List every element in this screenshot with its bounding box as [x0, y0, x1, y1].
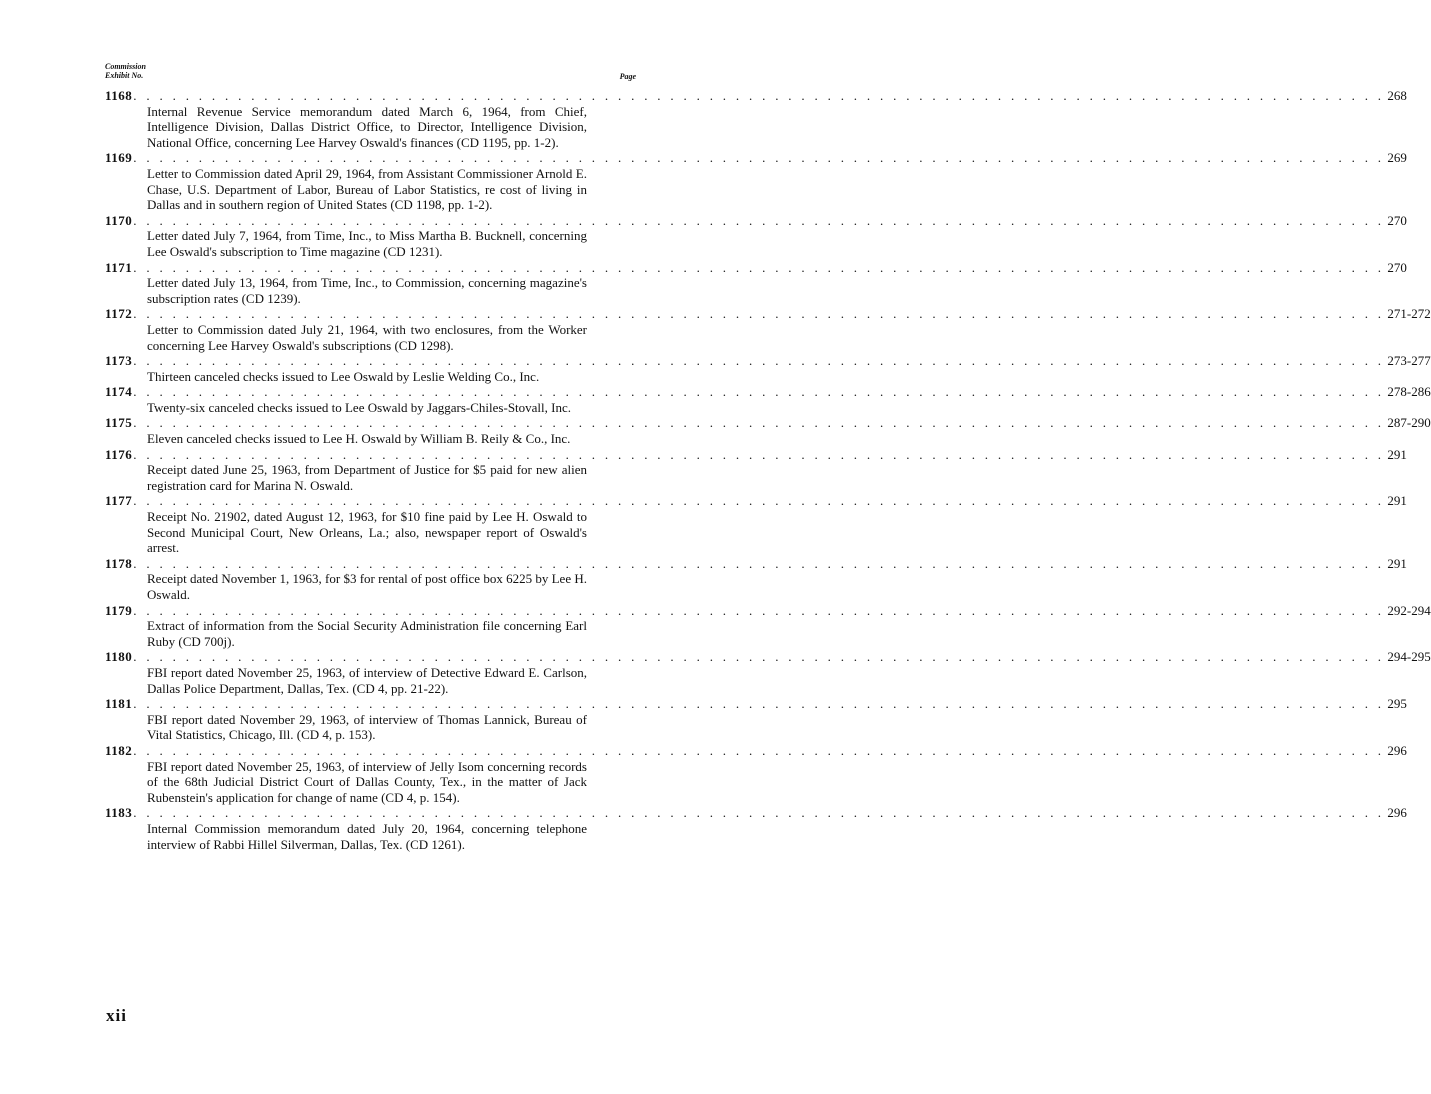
exhibit-no-label: Exhibit No.: [105, 71, 144, 80]
dot-leader: . . . . . . . . . . . . . . . . . . . . . . . . . . . . . . . . . . . . . . . . . . . . . . . . . . . . . . . . . . . . . . . . . . . . . . . . . . . . . . . . . . . . . . . . . . . . . . . .: [133, 212, 1385, 228]
exhibit-entry-head: [105, 649, 1431, 665]
exhibit-number: 1172: [105, 306, 133, 322]
exhibit-entry: [105, 493, 1407, 556]
page-label: Page: [619, 72, 636, 81]
dot-leader: . . . . . . . . . . . . . . . . . . . . . . . . . . . . . . . . . . . . . . . . . . . . . . . . . . . . . . . . . . . . . . . . . . . . . . . . . . . . . . . . . . . . . . . . . . . . . . . .: [133, 259, 1385, 275]
exhibit-entry-head: [105, 805, 1407, 821]
exhibit-entry-head: [105, 555, 1407, 572]
exhibit-description: Thirteen canceled checks issued to Lee Oswald by Leslie Welding Co., Inc.: [147, 368, 540, 384]
page-number: 291: [1387, 555, 1407, 571]
dot-leader: . . . . . . . . . . . . . . . . . . . . . . . . . . . . . . . . . . . . . . . . . . . . . . . . . . . . . . . . . . . . . . . . . . . . . . . . . . . . . . . . . . . . . . . . . . . . . . . .: [133, 384, 1385, 400]
page-number: 270: [1387, 212, 1407, 228]
exhibit-description: FBI report dated November 25, 1963, of interview of Detective Edward E. Carlson, Dallas Police Department, Dallas, Tex. (CD 4, pp. 21-22).: [147, 664, 587, 696]
page-number: 295: [1387, 696, 1407, 712]
page-number: 269: [1387, 150, 1407, 166]
exhibit-number: 1175: [105, 415, 133, 431]
exhibit-entry: [105, 88, 1407, 150]
dot-leader: . . . . . . . . . . . . . . . . . . . . . . . . . . . . . . . . . . . . . . . . . . . . . . . . . . . . . . . . . . . . . . . . . . . . . . . . . . . . . . . . . . . . . . . . . . . . . . . .: [133, 415, 1385, 431]
exhibit-entry-head: [105, 384, 1431, 400]
exhibit-description: Letter dated July 13, 1964, from Time, Inc., to Commission, concerning magazine's subscription rates (CD 1239).: [147, 275, 587, 306]
exhibit-number: 1178: [105, 555, 133, 571]
dot-leader: . . . . . . . . . . . . . . . . . . . . . . . . . . . . . . . . . . . . . . . . . . . . . . . . . . . . . . . . . . . . . . . . . . . . . . . . . . . . . . . . . . . . . . . . . . . . . . . .: [133, 306, 1385, 322]
exhibit-entry-head: [105, 493, 1407, 509]
dot-leader: . . . . . . . . . . . . . . . . . . . . . . . . . . . . . . . . . . . . . . . . . . . . . . . . . . . . . . . . . . . . . . . . . . . . . . . . . . . . . . . . . . . . . . . . . . . . . . . .: [133, 353, 1385, 369]
exhibit-description: Internal Revenue Service memorandum dated March 6, 1964, from Chief, Intelligence Division, Dallas District Office, to Director, Intelligence Division, National Office, concerning Lee Harvey Oswald's finances (CD 1195, pp. 1-2).: [147, 103, 587, 150]
dot-leader: . . . . . . . . . . . . . . . . . . . . . . . . . . . . . . . . . . . . . . . . . . . . . . . . . . . . . . . . . . . . . . . . . . . . . . . . . . . . . . . . . . . . . . . . . . . . . . . .: [133, 805, 1385, 821]
page-number: 294-295: [1387, 649, 1431, 665]
page-number: 268: [1387, 88, 1407, 103]
exhibit-entry: [105, 353, 1431, 384]
entries-list: [105, 88, 1431, 852]
exhibit-number: 1174: [105, 384, 133, 400]
dot-leader: . . . . . . . . . . . . . . . . . . . . . . . . . . . . . . . . . . . . . . . . . . . . . . . . . . . . . . . . . . . . . . . . . . . . . . . . . . . . . . . . . . . . . . . . . . . . . . . .: [133, 446, 1385, 462]
exhibit-number: 1177: [105, 493, 133, 509]
exhibit-entry: [105, 150, 1407, 213]
dot-leader: . . . . . . . . . . . . . . . . . . . . . . . . . . . . . . . . . . . . . . . . . . . . . . . . . . . . . . . . . . . . . . . . . . . . . . . . . . . . . . . . . . . . . . . . . . . . . . . .: [133, 88, 1385, 103]
exhibit-number: 1180: [105, 649, 133, 665]
exhibit-description: Eleven canceled checks issued to Lee H. Oswald by William B. Reily & Co., Inc.: [147, 431, 571, 447]
dot-leader: . . . . . . . . . . . . . . . . . . . . . . . . . . . . . . . . . . . . . . . . . . . . . . . . . . . . . . . . . . . . . . . . . . . . . . . . . . . . . . . . . . . . . . . . . . . . . . . .: [133, 742, 1385, 758]
exhibit-number: 1173: [105, 353, 133, 369]
exhibit-description: Receipt No. 21902, dated August 12, 1963, for $10 fine paid by Lee H. Oswald to Second Municipal Court, New Orleans, La.; also, newspaper report of Oswald's arrest.: [147, 509, 587, 556]
page-number: 291: [1387, 446, 1407, 462]
exhibit-number: 1169: [105, 150, 133, 166]
dot-leader: . . . . . . . . . . . . . . . . . . . . . . . . . . . . . . . . . . . . . . . . . . . . . . . . . . . . . . . . . . . . . . . . . . . . . . . . . . . . . . . . . . . . . . . . . . . . . . . .: [133, 696, 1385, 712]
exhibit-entry: [105, 649, 1431, 696]
exhibit-entry-head: [105, 602, 1431, 619]
exhibit-entry: [105, 415, 1431, 447]
exhibit-entry-head: [105, 742, 1407, 759]
exhibit-description: FBI report dated November 25, 1963, of interview of Jelly Isom concerning records of the 68th Judicial District Court of Dallas County, Tex., in the matter of Jack Rubenstein's application for change of name (CD 4, p. 154).: [147, 758, 587, 805]
exhibit-description: Letter to Commission dated July 21, 1964, with two enclosures, from the Worker concerning Lee Harvey Oswald's subscriptions (CD 1298).: [147, 321, 587, 353]
page-number: 270: [1387, 259, 1407, 275]
exhibit-number: 1170: [105, 212, 133, 228]
exhibit-entry-head: [105, 212, 1407, 229]
exhibit-description: FBI report dated November 29, 1963, of interview of Thomas Lannick, Bureau of Vital Statistics, Chicago, Ill. (CD 4, p. 153).: [147, 711, 587, 743]
page-number: 296: [1387, 805, 1407, 821]
exhibit-entry-head: [105, 259, 1407, 276]
exhibit-number: 1171: [105, 259, 133, 275]
exhibit-entry-head: [105, 353, 1431, 369]
page-number: 271-272: [1387, 306, 1431, 322]
exhibit-number: 1183: [105, 805, 133, 821]
exhibit-description: Letter dated July 7, 1964, from Time, Inc., to Miss Martha B. Bucknell, concerning Lee Oswald's subscription to Time magazine (CD 1231).: [147, 228, 587, 259]
page-number: 296: [1387, 742, 1407, 758]
commission-label: Commission: [105, 62, 146, 71]
exhibit-description: Receipt dated November 1, 1963, for $3 for rental of post office box 6225 by Lee H. Oswald.: [147, 571, 587, 602]
page-number: 291: [1387, 493, 1407, 509]
exhibit-entry-head: [105, 696, 1407, 712]
exhibit-entry-head: [105, 88, 1407, 104]
exhibit-number: 1181: [105, 696, 133, 712]
exhibit-list: [105, 62, 1431, 852]
exhibit-entry: [105, 696, 1407, 743]
exhibit-description: Receipt dated June 25, 1963, from Department of Justice for $5 paid for new alien registration card for Marina N. Oswald.: [147, 462, 587, 493]
dot-leader: . . . . . . . . . . . . . . . . . . . . . . . . . . . . . . . . . . . . . . . . . . . . . . . . . . . . . . . . . . . . . . . . . . . . . . . . . . . . . . . . . . . . . . . . . . . . . . . .: [133, 649, 1385, 665]
dot-leader: . . . . . . . . . . . . . . . . . . . . . . . . . . . . . . . . . . . . . . . . . . . . . . . . . . . . . . . . . . . . . . . . . . . . . . . . . . . . . . . . . . . . . . . . . . . . . . . .: [133, 150, 1385, 166]
exhibit-entry: [105, 742, 1407, 805]
exhibit-entry: [105, 306, 1431, 353]
page-number: 273-277: [1387, 353, 1431, 369]
exhibit-number: 1182: [105, 742, 133, 758]
exhibit-description: Letter to Commission dated April 29, 1964, from Assistant Commissioner Arnold E. Chase, U.S. Department of Labor, Bureau of Labor Statistics, re cost of living in Dallas and in southern region of United States (CD 1198, pp. 1-2).: [147, 165, 587, 213]
exhibit-entry: [105, 805, 1407, 852]
exhibit-description: Extract of information from the Social Security Administration file concerning Earl Ruby (CD 700j).: [147, 618, 587, 649]
column-header: [105, 62, 636, 88]
exhibit-entry-head: [105, 446, 1407, 463]
page-number: 292-294: [1387, 602, 1431, 618]
exhibit-number: 1168: [105, 88, 133, 103]
exhibit-number: 1179: [105, 602, 133, 618]
exhibit-entry: [105, 384, 1431, 415]
column-header-left: [105, 62, 146, 80]
dot-leader: . . . . . . . . . . . . . . . . . . . . . . . . . . . . . . . . . . . . . . . . . . . . . . . . . . . . . . . . . . . . . . . . . . . . . . . . . . . . . . . . . . . . . . . . . . . . . . . .: [133, 555, 1385, 571]
exhibit-description: Internal Commission memorandum dated July 20, 1964, concerning telephone interview of Rabbi Hillel Silverman, Dallas, Tex. (CD 1261).: [147, 820, 587, 852]
page-number: 278-286: [1387, 384, 1431, 400]
dot-leader: . . . . . . . . . . . . . . . . . . . . . . . . . . . . . . . . . . . . . . . . . . . . . . . . . . . . . . . . . . . . . . . . . . . . . . . . . . . . . . . . . . . . . . . . . . . . . . . .: [133, 493, 1385, 509]
dot-leader: . . . . . . . . . . . . . . . . . . . . . . . . . . . . . . . . . . . . . . . . . . . . . . . . . . . . . . . . . . . . . . . . . . . . . . . . . . . . . . . . . . . . . . . . . . . . . . . .: [133, 602, 1385, 618]
exhibit-entry: [105, 602, 1431, 650]
exhibit-entry-head: [105, 150, 1407, 166]
exhibit-description: Twenty-six canceled checks issued to Lee Oswald by Jaggars-Chiles-Stovall, Inc.: [147, 399, 571, 415]
exhibit-entry: [105, 446, 1407, 494]
exhibit-entry-head: [105, 306, 1431, 322]
exhibit-entry-head: [105, 415, 1431, 431]
exhibit-number: 1176: [105, 446, 133, 462]
folio-number: xii: [106, 1006, 127, 1025]
exhibit-entry: [105, 212, 1407, 260]
page-number: 287-290: [1387, 415, 1431, 431]
exhibit-entry: [105, 555, 1407, 603]
exhibit-entry: [105, 259, 1407, 307]
